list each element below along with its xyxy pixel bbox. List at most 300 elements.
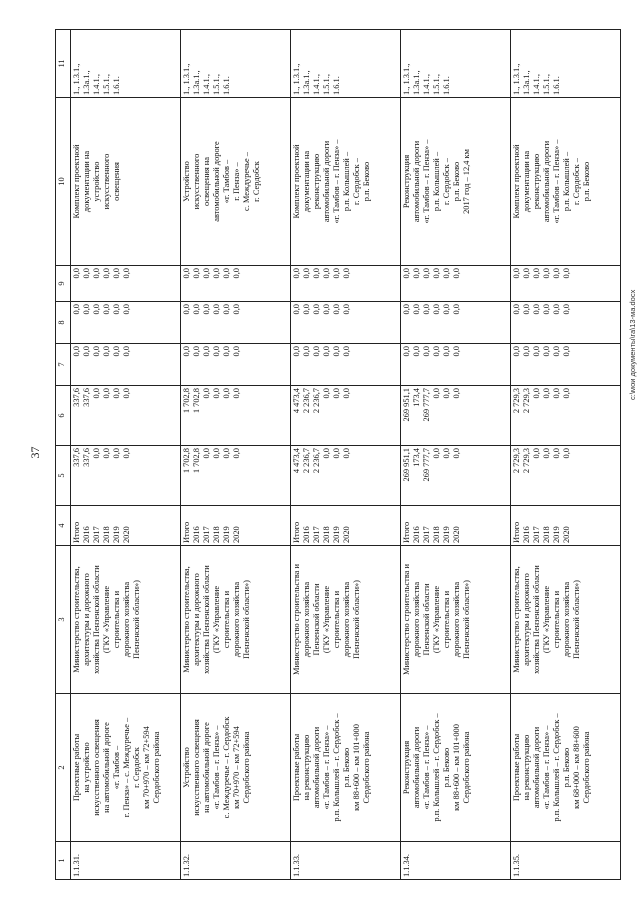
funding-col6-line: 4 473,4 [292,388,301,414]
funding-col9-line: 0,0 [532,268,541,279]
year-list-line: 2020 [342,526,351,543]
funding-col8-line: 0,0 [402,304,411,315]
funding-col7-line: 0,0 [182,346,191,357]
header-cell: 10 [56,98,71,266]
funding-col9-line: 0,0 [422,268,431,279]
funding-col9-line: 0,0 [122,268,131,279]
indicator-codes-line: 1., 1.3.1., [72,63,81,95]
activity-name-line: «г. Тамбов – г. Пенза» – [422,725,431,810]
funding-col7-line: 0,0 [122,346,131,357]
funding-col8-line: 0,0 [222,304,231,315]
table-row [71,30,181,880]
indicator-codes-line: 1.6.1. [552,76,561,95]
year-list [291,506,401,546]
funding-col9-line: 0,0 [442,268,451,279]
funding-col6-line: 0,0 [102,388,111,399]
funding-col9-line: 0,0 [562,268,571,279]
funding-col6 [511,386,621,446]
funding-col6 [401,386,511,446]
indicator-codes-line: 1., 1.3.1., [402,63,411,95]
funding-col9 [181,266,291,302]
funding-col7-line: 0,0 [82,346,91,357]
executor [71,546,181,694]
funding-col9-line: 0,0 [552,268,561,279]
header-cell: 8 [56,302,71,344]
header-cell: 9 [56,266,71,302]
funding-col8-line: 0,0 [122,304,131,315]
expected-result-line: устройство [92,161,101,202]
funding-col5-line: 0,0 [212,448,221,459]
year-list [511,506,621,546]
activity-name [401,694,511,842]
funding-col6-line: 0,0 [202,388,211,399]
funding-col9-line: 0,0 [72,268,81,279]
activity-name [291,694,401,842]
indicator-codes-line: 1.4.1., [202,74,211,95]
funding-col5-line: 1 702,8 [182,448,191,474]
executor-line: Пензенской области») [352,580,361,659]
executor-line: хозяйства Пензенской области [92,565,101,674]
executor-line: дорожного хозяйства [412,581,421,658]
executor-line: дорожного хозяйства [452,581,461,658]
indicator-codes-line: 1.6.1. [332,76,341,95]
funding-col8-line: 0,0 [82,304,91,315]
funding-col7-line: 0,0 [412,346,421,357]
executor [511,546,621,694]
activity-name-line: р.п. Колышлей – г. Сердобск – [552,713,561,822]
year-list-line: 2020 [452,526,461,543]
funding-col9-line: 0,0 [192,268,201,279]
funding-col9-line: 0,0 [512,268,521,279]
funding-col8-line: 0,0 [202,304,211,315]
funding-col5-line: 0,0 [222,448,231,459]
funding-col9-line: 0,0 [432,268,441,279]
funding-col9-line: 0,0 [542,268,551,279]
year-list-line: Итого [72,521,81,543]
funding-col6-line: 337,6 [82,388,91,407]
activity-name-line: р.п. Беково [342,747,351,788]
executor-line: Пензенской области») [462,580,471,659]
funding-col5-line: 337,6 [72,448,81,467]
funding-col6-line: 337,6 [72,388,81,407]
year-list [181,506,291,546]
indicator-codes-line: 1.5.1., [102,74,111,95]
expected-result [181,98,291,266]
funding-col7-line: 0,0 [552,346,561,357]
executor-line: дорожного хозяйства [342,581,351,658]
year-list-line: Итого [512,521,521,543]
header-cell: 6 [56,386,71,446]
indicator-codes-line: 1.6.1. [222,76,231,95]
activity-name-line: р.п. Беково [562,747,571,788]
funding-col9-line: 0,0 [82,268,91,279]
executor-line: строительства и [332,590,341,649]
executor-line: хозяйства Пензенской области [532,565,541,674]
funding-col5-line: 0,0 [452,448,461,459]
funding-col5-line: 0,0 [562,448,571,459]
funding-col6 [71,386,181,446]
funding-col9-line: 0,0 [342,268,351,279]
funding-col6-line: 2 236,7 [312,388,321,414]
indicator-codes [291,30,401,98]
funding-col5 [71,446,181,506]
funding-col7-line: 0,0 [292,346,301,357]
funding-col7-line: 0,0 [192,346,201,357]
expected-result-line: «г. Тамбов – г. Пенза» – [332,139,341,224]
executor-line: строительства и [222,590,231,649]
year-list-line: Итого [292,521,301,543]
indicator-codes-line: 1.5.1., [322,74,331,95]
funding-col6-line: 0,0 [332,388,341,399]
expected-result-line: автомобильной дороги [542,140,551,223]
year-list-line: 2017 [532,526,541,543]
funding-col8-line: 0,0 [562,304,571,315]
funding-col8-line: 0,0 [322,304,331,315]
activity-name-line: Сердобского района [462,731,471,804]
executor-line: строительства и [112,590,121,649]
funding-col6-line: 0,0 [112,388,121,399]
funding-col5-line: 0,0 [112,448,121,459]
indicator-codes-line: 1.4.1., [92,74,101,95]
expected-result-line: «г. Тамбов – г. Пенза» – [422,139,431,224]
file-path-footer: c:\мои документы\ra\13-ма.docx [628,289,637,400]
year-list-line: 2019 [112,526,121,543]
funding-col7-line: 0,0 [332,346,341,357]
funding-col9-line: 0,0 [182,268,191,279]
funding-col8-line: 0,0 [232,304,241,315]
year-list [401,506,511,546]
activity-name-line: км 70+970 – км 72+594 [142,726,151,809]
expected-result-line: автомобильной дороги [322,140,331,223]
executor-line: Министерство строительства и [402,564,411,675]
funding-col5-line: 0,0 [102,448,111,459]
indicator-codes-line: 1.6.1. [112,76,121,95]
expected-result-line: документации на [82,150,91,213]
expected-result-line: г. Пенза» – [232,162,241,201]
executor-line: (ГКУ «Управление [432,585,441,654]
year-list-line: Итого [182,521,191,543]
funding-col6-line: 0,0 [562,388,571,399]
funding-col8-line: 0,0 [442,304,451,315]
year-list-line: 2016 [412,526,421,543]
funding-col8-line: 0,0 [412,304,421,315]
activity-name-line: «г. Тамбов – г. Пенза» – [542,725,551,810]
executor-line: Пензенской области») [572,580,581,659]
funding-col8-line: 0,0 [432,304,441,315]
funding-col7-line: 0,0 [402,346,411,357]
funding-col7-line: 0,0 [452,346,461,357]
funding-col9-line: 0,0 [452,268,461,279]
activity-name-line: «г. Тамбов – [112,745,121,790]
funding-col9 [71,266,181,302]
funding-col9-line: 0,0 [522,268,531,279]
activity-name [71,694,181,842]
activity-name-line: Сердобского района [152,731,161,804]
funding-col6-line: 0,0 [122,388,131,399]
header-cell: 7 [56,344,71,386]
funding-col6-line: 0,0 [92,388,101,399]
indicator-codes-line: 1., 1.3.1., [292,63,301,95]
funding-col8-line: 0,0 [302,304,311,315]
executor-line: дорожного хозяйства [302,581,311,658]
funding-col5-line: 2 236,7 [302,448,311,474]
funding-col8-line: 0,0 [422,304,431,315]
executor-line: Министерство строительства, [512,566,521,673]
funding-col6-line: 269 951,1 [402,388,411,422]
funding-col7-line: 0,0 [532,346,541,357]
activity-name-line: Проектные работы [512,733,521,802]
executor [291,546,401,694]
expected-result-line: р.п. Беково [582,161,591,202]
activity-name-line: автомобильной дороги [532,726,541,809]
funding-col5-line: 0,0 [122,448,131,459]
funding-col8-line: 0,0 [342,304,351,315]
funding-col6-line: 2 729,3 [512,388,521,414]
funding-col7-line: 0,0 [112,346,121,357]
executor-line: архитектуры и дорожного [82,573,91,666]
funding-col8 [181,302,291,344]
funding-col9-line: 0,0 [292,268,301,279]
expected-result [71,98,181,266]
funding-col6-line: 269 777,7 [422,388,431,422]
indicator-codes-line: 1.3а.1., [82,70,91,95]
funding-col8-line: 0,0 [552,304,561,315]
funding-col9-line: 0,0 [322,268,331,279]
funding-col9-line: 0,0 [312,268,321,279]
funding-col5-line: 2 236,7 [312,448,321,474]
funding-col8-line: 0,0 [112,304,121,315]
executor-line: дорожного хозяйства [122,581,131,658]
executor-line: (ГКУ «Управление [542,585,551,654]
table-row [181,30,291,880]
funding-col7-line: 0,0 [422,346,431,357]
activity-name-line: Реконструкция [402,740,411,795]
funding-col7 [511,344,621,386]
expected-result-line: реконструкцию [312,153,321,210]
funding-col9-line: 0,0 [302,268,311,279]
activity-name-line: Устройство [182,747,191,788]
executor-line: строительства и [552,590,561,649]
funding-col8 [511,302,621,344]
year-list-line: 2018 [322,526,331,543]
funding-col7-line: 0,0 [102,346,111,357]
funding-col6-line: 0,0 [532,388,541,399]
funding-col7-line: 0,0 [522,346,531,357]
funding-col5-line: 0,0 [202,448,211,459]
funding-col8-line: 0,0 [452,304,461,315]
funding-col6-line: 0,0 [232,388,241,399]
expected-result-line: освещения на [202,157,211,207]
activity-name [181,694,291,842]
header-row [56,30,71,880]
indicator-codes [511,30,621,98]
funding-col9-line: 0,0 [412,268,421,279]
funding-col5-line: 0,0 [92,448,101,459]
funding-col5 [401,446,511,506]
funding-col9 [511,266,621,302]
indicator-codes-line: 1.3а.1., [192,70,201,95]
funding-col7 [291,344,401,386]
indicator-codes-line: 1.6.1. [442,76,451,95]
expected-result-line: документации на [302,150,311,213]
indicator-codes [401,30,511,98]
activity-name-line: р.п. Колышлей – г. Сердобск – [432,713,441,822]
executor-line: архитектуры и дорожного [192,573,201,666]
funding-col6-line: 2 236,7 [302,388,311,414]
activity-name-line: автомобильной дороги [412,726,421,809]
executor-line: Министерство строительства, [182,566,191,673]
year-list-line: 2020 [232,526,241,543]
year-list-line: 2016 [302,526,311,543]
expected-result-line: р.п. Беково [362,161,371,202]
expected-result-line: р.п. Колышлей – [342,151,351,212]
funding-col7-line: 0,0 [562,346,571,357]
row-number: 1.1.34. [401,842,511,880]
executor-line: архитектуры и дорожного [522,573,531,666]
funding-col8-line: 0,0 [312,304,321,315]
funding-col5-line: 0,0 [542,448,551,459]
indicator-codes-line: 1.3а.1., [302,70,311,95]
header-cell: 1 [56,842,71,880]
funding-col8-line: 0,0 [102,304,111,315]
expected-result-line: р.п. Колышлей – [562,151,571,212]
expected-result-line: реконструкцию [532,153,541,210]
expected-result-line: Устройство [182,161,191,202]
year-list-line: 2018 [212,526,221,543]
expected-result-line: р.п. Беково [452,161,461,202]
year-list-line: 2019 [442,526,451,543]
year-list-line: 2016 [82,526,91,543]
row-number: 1.1.33. [291,842,401,880]
indicator-codes-line: 1.5.1., [212,74,221,95]
expected-result-line: г. Сердобск – [442,158,451,205]
year-list-line: Итого [402,521,411,543]
funding-col7-line: 0,0 [302,346,311,357]
funding-col5-line: 4 473,4 [292,448,301,474]
activity-name-line: с. Междуречье – г. Сердобск [222,716,231,819]
year-list-line: 2017 [422,526,431,543]
expected-result-line: автомобильной дороги [412,140,421,223]
activity-name-line: км 88+600 – км 101+000 [452,724,461,811]
indicator-codes [181,30,291,98]
funding-col5-line: 2 729,3 [522,448,531,474]
expected-result-line: «г. Тамбов – г. Пенза» – [552,139,561,224]
header-cell: 4 [56,506,71,546]
funding-col9-line: 0,0 [92,268,101,279]
row-number: 1.1.32. [181,842,291,880]
executor-line: (ГКУ «Управление [102,585,111,654]
funding-col7 [401,344,511,386]
executor-line: Пензенской области [422,583,431,656]
year-list-line: 2016 [522,526,531,543]
indicator-codes-line: 1., 1.3.1., [512,63,521,95]
indicator-codes-line: 1.3а.1., [522,70,531,95]
funding-col5 [291,446,401,506]
funding-col5-line: 0,0 [532,448,541,459]
expected-result-line: документации на [522,150,531,213]
funding-col6-line: 1 702,8 [182,388,191,414]
year-list-line: 2019 [222,526,231,543]
funding-col8 [401,302,511,344]
year-list-line: 2018 [102,526,111,543]
expected-result-line: «г. Тамбов – [222,159,231,204]
executor-line: дорожного хозяйства [232,581,241,658]
activity-name-line: км 70+970 – км 72+594 [232,726,241,809]
activity-name-line: на автомобильной дороге [102,722,111,813]
funding-col6-line: 0,0 [552,388,561,399]
activity-name-line: г. Сердобск [132,747,141,788]
expected-result-line: автомобильной дороге [212,141,221,222]
activity-name-line: Проектные работы [292,733,301,802]
funding-col7-line: 0,0 [322,346,331,357]
funding-col7-line: 0,0 [212,346,221,357]
executor-line: Пензенской области») [132,580,141,659]
header-cell: 5 [56,446,71,506]
activity-name-line: Сердобского района [362,731,371,804]
executor [401,546,511,694]
funding-col6-line: 0,0 [432,388,441,399]
table-row [511,30,621,880]
funding-col9-line: 0,0 [102,268,111,279]
indicator-codes-line: 1.5.1., [432,74,441,95]
header-cell: 2 [56,694,71,842]
funding-col6 [181,386,291,446]
funding-col6-line: 0,0 [322,388,331,399]
year-list-line: 2017 [312,526,321,543]
year-list-line: 2016 [192,526,201,543]
funding-col5-line: 0,0 [342,448,351,459]
row-number: 1.1.31. [71,842,181,880]
year-list-line: 2018 [542,526,551,543]
page-number: 37 [28,446,42,459]
funding-col8-line: 0,0 [182,304,191,315]
executor-line: Министерство строительства и [292,564,301,675]
funding-col5-line: 2 729,3 [512,448,521,474]
expected-result-line: с. Междуречье – [242,152,251,211]
executor-line: хозяйства Пензенской области [202,565,211,674]
expected-result-line: р.п. Колышлей – [432,151,441,212]
funding-col5-line: 173,4 [412,448,421,467]
program-table [55,29,621,880]
funding-col8-line: 0,0 [92,304,101,315]
expected-result [511,98,621,266]
indicator-codes-line: 1.4.1., [422,74,431,95]
expected-result-line: г. Сердобск – [572,158,581,205]
executor-line: (ГКУ «Управление [322,585,331,654]
activity-name-line: на реконструкцию [302,734,311,801]
funding-col9-line: 0,0 [202,268,211,279]
funding-col8-line: 0,0 [542,304,551,315]
activity-name-line: на автомобильной дороге [202,722,211,813]
activity-name-line: г. Пенза» – с. Междуречье – [122,717,131,818]
activity-name-line: км 88+600 – км 101+000 [352,724,361,811]
year-list [71,506,181,546]
funding-col5-line: 0,0 [322,448,331,459]
funding-col6-line: 0,0 [342,388,351,399]
funding-col8-line: 0,0 [332,304,341,315]
funding-col6-line: 2 729,3 [522,388,531,414]
header-cell: 11 [56,30,71,98]
activity-name-line: на устройство [82,742,91,793]
expected-result [291,98,401,266]
indicator-codes-line: 1.4.1., [532,74,541,95]
activity-name [511,694,621,842]
funding-col8-line: 0,0 [532,304,541,315]
executor-line: Пензенской области [312,583,321,656]
executor-line: дорожного хозяйства [562,581,571,658]
table-row [401,30,511,880]
header-cell: 3 [56,546,71,694]
